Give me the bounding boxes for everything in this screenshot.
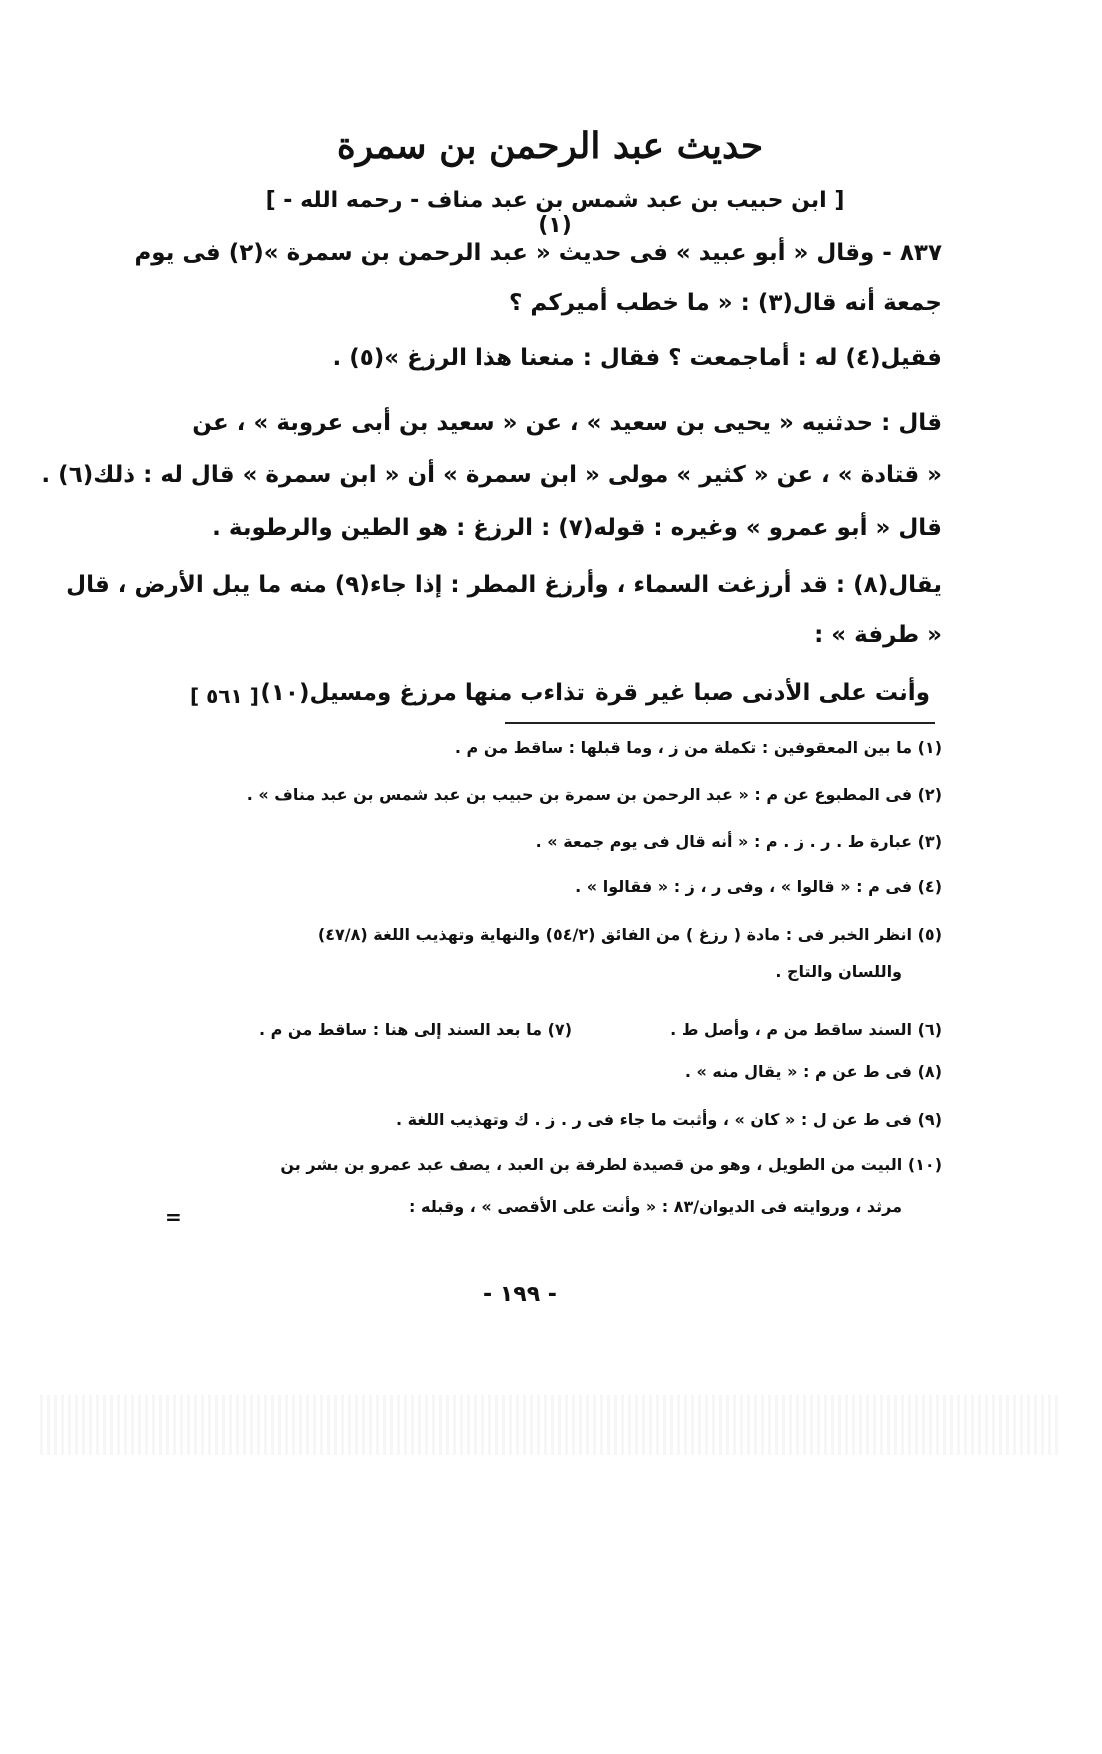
footnote: (٨) فى ط عن م : « يقال منه » . [684, 1062, 942, 1081]
verse-hemistich-second: تذاءب منها مرزغ ومسيل(١٠) [260, 680, 585, 706]
footnote-continuation: مرثد ، وروايته فى الديوان/٨٣ : « وأنت على الأقصى » ، وقبله : [409, 1197, 902, 1216]
poetry-verse [190, 680, 930, 720]
scan-artifact [40, 1395, 1062, 1455]
footnote: (٤) فى م : « قالوا » ، وفى ر ، ز : « فقالوا » . [575, 877, 942, 896]
body-line: قال « أبو عمرو » وغيره : قوله(٧) : الرزغ : هو الطين والرطوبة . [212, 515, 942, 541]
footnote: (٩) فى ط عن ل : « كان » ، وأثبت ما جاء فى ر . ز . ك وتهذيب اللغة . [396, 1110, 942, 1129]
verse-hemistich-first: وأنت على الأدنى صبا غير قرة [595, 680, 930, 706]
footnote: (١) ما بين المعقوفين : تكملة من ز ، وما قبلها : ساقط من م . [454, 738, 942, 757]
footnote: (٢) فى المطبوع عن م : « عبد الرحمن بن سمرة بن حبيب بن عبد شمس بن عبد مناف » . [246, 785, 942, 804]
continuation-mark: = [165, 1205, 182, 1229]
footnote: (٣) عبارة ط . ر . ز . م : « أنه قال فى يوم جمعة » . [535, 832, 942, 851]
footnote: (٥) انظر الخبر فى : مادة ( رزغ ) من الفائق (٥٤/٢) والنهاية وتهذيب اللغة (٤٧/٨) [317, 925, 942, 944]
body-line: فقيل(٤) له : أماجمعت ؟ فقال : منعنا هذا الرزغ »(٥) . [332, 345, 942, 371]
body-line: « طرفة » : [814, 622, 942, 648]
footnote-pair [170, 1020, 942, 1046]
subtitle: [ ابن حبيب بن عبد شمس بن عبد مناف - رحمه الله - ](١) [265, 188, 845, 238]
footnote-separator [505, 722, 935, 724]
body-line: قال : حدثنيه « يحيى بن سعيد » ، عن « سعيد بن أبى عروبة » ، عن [192, 410, 942, 436]
footnote: (٦) السند ساقط من م ، وأصل ط . [670, 1020, 942, 1039]
footnote: (٧) ما بعد السند إلى هنا : ساقط من م . [258, 1020, 572, 1039]
body-line: يقال(٨) : قد أرزغت السماء ، وأرزغ المطر : إذا جاء(٩) منه ما يبل الأرض ، قال [66, 572, 942, 598]
body-line: ٨٣٧ - وقال « أبو عبيد » فى حديث « عبد الرحمن بن سمرة »(٢) فى يوم [134, 240, 942, 266]
verse-number: [ ٥٦١ ] [190, 684, 259, 708]
body-line: جمعة أنه قال(٣) : « ما خطب أميركم ؟ [508, 290, 942, 316]
page-title: حديث عبد الرحمن بن سمرة [336, 125, 764, 167]
page-number: - ١٩٩ - [483, 1282, 557, 1307]
footnote-continuation: واللسان والتاج . [775, 962, 902, 981]
footnote: (١٠) البيت من الطويل ، وهو من قصيدة لطرفة بن العبد ، يصف عبد عمرو بن بشر بن [280, 1155, 942, 1174]
body-line: « قتادة » ، عن « كثير » مولى « ابن سمرة » أن « ابن سمرة » قال له : ذلك(٦) . [41, 462, 942, 488]
